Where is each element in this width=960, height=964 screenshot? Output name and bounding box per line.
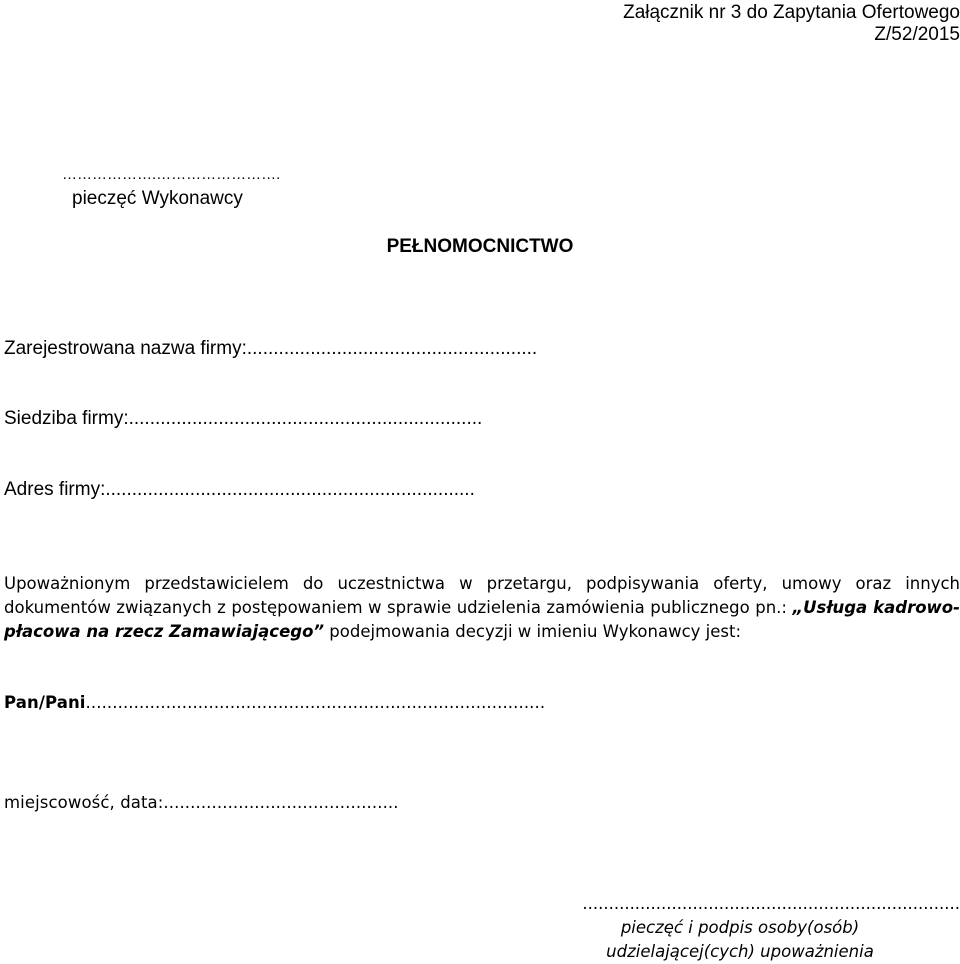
signature-caption-line1: pieczęć i podpis osoby(osób) xyxy=(620,918,860,937)
document-title: PEŁNOMOCNICTWO xyxy=(386,236,574,257)
company-address-field: Adres firmy:...................................................................... xyxy=(4,479,475,500)
paragraph-intro: Upoważnionym przedstawicielem do uczestnictwa w przetargu, podpisywania oferty, umowy oraz innych dokumentów związanych z postępowaniem w sprawie udzielenia zamówienia publicznego pn.: xyxy=(4,574,960,617)
representative-field xyxy=(4,692,545,714)
tender-name: „Usługa kadrowo-płacowa na rzecz Zamawiającego” xyxy=(4,598,960,641)
company-name-field: Zarejestrowana nazwa firmy:....................................................... xyxy=(4,338,538,359)
representative-dots: ...................................................................................... xyxy=(85,693,546,712)
stamp-dots: ……………….……………………. xyxy=(62,166,281,183)
paragraph-outro: podejmowania decyzji w imieniu Wykonawcy jest: xyxy=(324,622,742,641)
place-date-field: miejscowość, data:............................................ xyxy=(4,793,399,812)
representative-label: Pan/Pani xyxy=(4,693,86,712)
stamp-label: pieczęć Wykonawcy xyxy=(72,188,243,209)
reference-number: Z/52/2015 xyxy=(874,24,960,45)
attachment-line: Załącznik nr 3 do Zapytania Ofertowego xyxy=(623,2,960,23)
signature-dots: ........................................................................ xyxy=(582,894,960,913)
signature-caption-line2: udzielającej(cych) upoważnienia xyxy=(606,942,874,961)
signature-block xyxy=(520,892,960,964)
authorization-paragraph xyxy=(4,572,960,644)
company-seat-field: Siedziba firmy:................................................................... xyxy=(4,408,483,429)
